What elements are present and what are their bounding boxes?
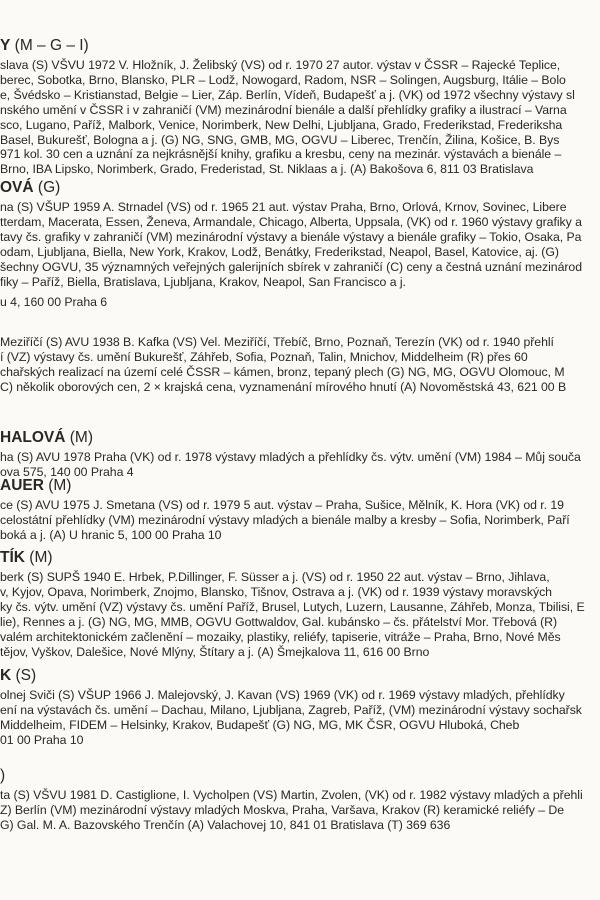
artist-discipline-code: (M) — [48, 477, 72, 494]
entry-text-line: Z) Berlín (VM) mezinárodní výstavy mladých Moskva, Praha, Varšava, Krakov (R) keramické reliéfy – De — [0, 802, 565, 817]
entry-heading — [0, 548, 600, 568]
entry-text-line: berec, Sobotka, Brno, Blansko, PLR – Lodž, Nowogard, Radom, NSR – Solingen, Augsburg, Itálie – Bolo — [0, 72, 566, 87]
entry-text-line: fiky – Paříž, Biella, Bratislava, Ljubljana, Krakov, Neapol, San Francisco a j. — [0, 274, 406, 289]
artist-name: TÍK — [0, 549, 25, 566]
entry-text-line: tavy čs. grafiky v zahraničí (VM) mezinárodní výstavy a bienále výstavy a bienále grafiky – Tokio, Osaka, Pa — [0, 229, 582, 244]
artist-entry — [0, 335, 600, 395]
artist-name: K — [0, 667, 12, 684]
entry-text-line: Middelheim, FIDEM – Helsinky, Krakov, Budapešť (G) NG, MG, MK ČSR, OGVU Hluboká, Cheb — [0, 717, 520, 732]
entry-text-line: Meziříčí (S) AVU 1938 B. Kafka (VS) Vel. Meziříčí, Třebíč, Brno, Poznaň, Terezín (VK) od r. 1940 přehlí — [0, 335, 554, 349]
entry-text-line: valém architektonickém začlenění – mozaiky, plastiky, reliéfy, tapiserie, vitráže – Praha, Brno, Nové Měs — [0, 629, 561, 644]
entry-text-line: 971 kol. 30 cen a uznání za nejkrásnější knihy, grafiku a kresbu, ceny na mezinár. výstavách a bienále – — [0, 147, 562, 162]
entry-text-line: 01 00 Praha 10 — [0, 732, 84, 747]
entry-text-line: v, Kyjov, Opava, Norimberk, Znojmo, Blansko, Tišnov, Ostrava a j. (VK) od r. 1939 výstavy moravských — [0, 584, 552, 599]
entry-text-line: Brno, IBA Lipsko, Norimberk, Grado, Frederistad, St. Niklaas a j. (A) Bakošova 6, 811 03 Bratislava — [0, 162, 534, 177]
entry-text-line: chařských realizací na území celé ČSSR – kámen, bronz, tepaný plech (G) NG, MG, OGVU Olomouc, M — [0, 364, 565, 379]
entry-text-line: berk (S) SUPŠ 1940 E. Hrbek, P.Dillinger, F. Süsser a j. (VS) od r. 1950 22 aut. výstav – Brno, Jihlava, — [0, 570, 550, 584]
artist-name: OVÁ — [0, 179, 34, 196]
entry-text-line: tějov, Vyškov, Dalešice, Nové Mlýny, Štítary a j. (A) Šmejkalova 11, 616 00 Brno — [0, 644, 430, 659]
entry-text-line: tterdam, Macerata, Essen, Ženeva, Armandale, Chicago, Alberta, Uppsala, (VK) od r. 1960 výstavy grafiky a — [0, 214, 582, 229]
entry-text-line: ta (S) VŠVU 1981 D. Castiglione, I. Vycholpen (VS) Martin, Zvolen, (VK) od r. 1982 výstavy mladých a přehli — [0, 788, 583, 802]
entry-text-line: í (VZ) výstavy čs. umění Bukurešť, Záhřeb, Sofia, Poznaň, Talin, Mnichov, Middelheim (R) přes 60 — [0, 349, 528, 364]
entry-text-line: slava (S) VŠVU 1972 V. Hložník, J. Želibský (VS) od r. 1970 27 autor. výstav v ČSSR – Rajecké Teplice, — [0, 58, 561, 72]
entry-heading — [0, 36, 600, 56]
artist-entry — [0, 548, 600, 659]
artist-entry — [0, 178, 600, 310]
entry-text-line: u 4, 160 00 Praha 6 — [0, 295, 108, 310]
entry-text-line: šechny OGVU, 35 významných veřejných galerijních sbírek v zahraničí (C) ceny a čestná uznání mezinárod — [0, 259, 582, 274]
entry-text-line: olnej Sviči (S) VŠUP 1966 J. Malejovský, J. Kavan (VS) 1969 (VK) od r. 1969 výstavy mladých, přehlídky — [0, 688, 565, 702]
artist-name: Y — [0, 37, 11, 54]
entry-text-line: ce (S) AVU 1975 J. Smetana (VS) od r. 1979 5 aut. výstav – Praha, Sušice, Mělník, K. Hora (VK) od r. 19 — [0, 498, 564, 512]
artist-entry — [0, 766, 600, 833]
artist-name: HALOVÁ — [0, 429, 66, 446]
artist-name: AUER — [0, 477, 44, 494]
artist-entry — [0, 666, 600, 748]
entry-text-line: lie), Rennes a j. (G) NG, MG, MMB, OGVU Gottwaldov, Gal. kubánsko – čs. přátelství Mor. Třebová (R) — [0, 614, 558, 629]
entry-text-line: celostátní přehlídky (VM) mezinárodní výstavy mladých a bienále malby a kresby – Sofia, Norimberk, Paří — [0, 512, 570, 527]
artist-discipline-code: (M) — [69, 429, 94, 446]
entry-heading — [0, 766, 600, 786]
entry-text-line: G) Gal. M. A. Bazovského Trenčín (A) Valachovej 10, 841 01 Bratislava (T) 369 636 — [0, 817, 451, 832]
entry-text-line: e, Švédsko – Kristianstad, Belgie – Lier, Záp. Berlín, Vídeň, Budapešť a j. (VK) od 1972 všechny výstavy sl — [0, 87, 575, 102]
entry-text-line: ha (S) AVU 1978 Praha (VK) od r. 1978 výstavy mladých a přehlídky čs. výtv. umění (VM) 1984 – Můj souča — [0, 450, 581, 464]
entry-text-line: nského umění v ČSSR i v zahraničí (VM) mezinárodní bienále a další přehlídky grafiky a ilustrací – Varna — [0, 102, 567, 117]
artist-discipline-code: (M – G – I) — [14, 37, 89, 54]
artist-discipline-code: (M) — [29, 549, 53, 566]
artist-entry — [0, 476, 600, 543]
entry-text-line: odam, Ljubljana, Biella, New York, Krakov, Lodž, Benátky, Frederikstad, Neapol, Basel, Katovice, aj. (G) — [0, 244, 559, 259]
artist-discipline-code: (G) — [37, 179, 61, 196]
entry-text-line: ení na výstavách čs. umění – Dachau, Milano, Ljubljana, Zagreb, Paříž, (VM) mezinárodní výstavy sochařsk — [0, 702, 582, 717]
entry-text-line: ky čs. výtv. umění (VZ) výstavy čs. umění Paříž, Brusel, Lutych, Luzern, Lausanne, Záhřeb, Monza, Tbilisi, E — [0, 599, 585, 614]
artist-discipline-code: ) — [0, 767, 6, 784]
entry-heading — [0, 428, 600, 448]
entry-heading — [0, 666, 600, 686]
entry-heading — [0, 476, 600, 496]
artist-entry — [0, 428, 600, 480]
artist-entry — [0, 36, 600, 177]
entry-text-line: na (S) VŠUP 1959 A. Strnadel (VS) od r. 1965 21 aut. výstav Praha, Brno, Orlová, Krnov, Sovinec, Libere — [0, 200, 567, 214]
artist-discipline-code: (S) — [15, 667, 37, 684]
entry-text-line: ova 575, 140 00 Praha 4 — [0, 464, 134, 479]
entry-text-line: boká a j. (A) U hranic 5, 100 00 Praha 10 — [0, 527, 222, 542]
entry-text-line: C) několik oborových cen, 2 × krajská cena, vyznamenání mírového hnutí (A) Novoměstská 43, 621 00 B — [0, 379, 567, 394]
entry-heading — [0, 178, 600, 198]
entry-text-line: sco, Lugano, Paříž, Malbork, Venice, Norimberk, New Delhi, Ljubljana, Grado, Frederikstad, Frederiksha — [0, 117, 563, 132]
entry-text-line: Basel, Bukurešť, Bologna a j. (G) NG, SNG, GMB, MG, OGVU – Liberec, Trenčín, Žilina, Košice, B. Bys — [0, 132, 560, 147]
